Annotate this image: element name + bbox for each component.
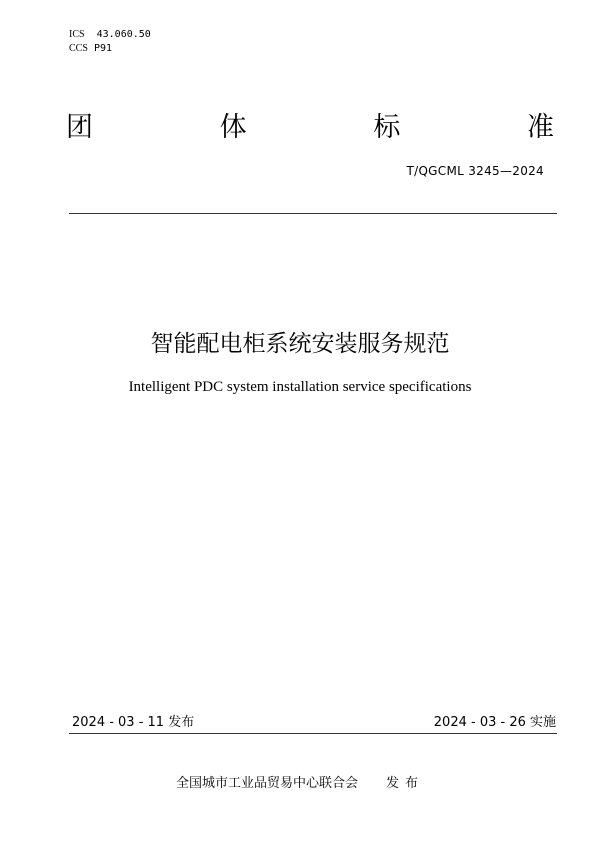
standard-type-char: 标	[373, 112, 401, 143]
classification-codes	[69, 28, 151, 56]
publisher-action: 发布	[386, 776, 425, 791]
ics-value: 43.060.50	[96, 29, 151, 40]
publisher-line	[0, 775, 600, 793]
ccs-label: CCS	[69, 43, 88, 54]
standard-type-char: 团	[66, 112, 93, 143]
standard-type-heading	[66, 112, 554, 144]
ccs-code	[69, 42, 151, 56]
ics-label: ICS	[69, 29, 85, 40]
footer-divider	[69, 733, 557, 734]
ccs-value: P91	[93, 43, 112, 54]
ics-code	[69, 28, 151, 42]
standard-type-char: 体	[219, 112, 247, 143]
issue-date: 2024 - 03 - 11 发布	[72, 715, 195, 730]
standard-type-char: 准	[526, 112, 554, 143]
document-title-chinese: 智能配电柜系统安装服务规范	[150, 331, 450, 357]
standard-number: T/QGCML 3245—2024	[406, 164, 544, 178]
document-title-english: Intelligent PDC system installation service specifications	[128, 379, 472, 395]
publisher-name: 全国城市工业品贸易中心联合会	[175, 776, 358, 791]
header-divider	[69, 213, 557, 214]
implementation-date: 2024 - 03 - 26 实施	[433, 715, 556, 730]
